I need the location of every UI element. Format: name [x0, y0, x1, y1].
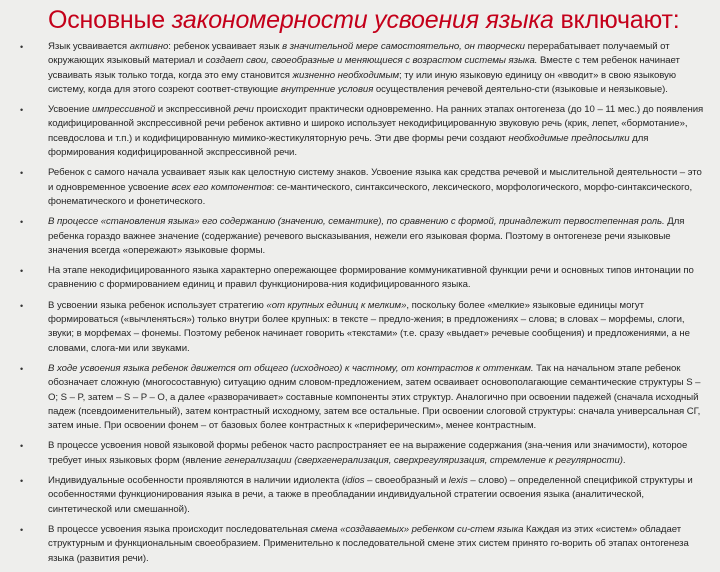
item-text: Ребенок с самого начала усваивает язык как целостную систему знаков. Усвоение языка как средства речевой и мыслительной деятельности – это и одновременное усвоение: [48, 167, 702, 193]
item-emphasis: в значительной мере самостоятельно, он творчески: [282, 41, 525, 52]
list-item: [20, 299, 704, 356]
item-text: : ребенок усваивает язык: [168, 41, 283, 52]
list-item: [20, 215, 704, 258]
item-text: В процессе усвоения новой языковой формы ребенок часто распространяет ее на выражение содержания (зна-чения или значимости), которое требует иных языковых форм (явление: [48, 440, 688, 466]
item-emphasis: необходимые предпосылки: [508, 132, 630, 144]
title-text: включают:: [553, 6, 680, 34]
list-item: [20, 523, 704, 566]
item-emphasis: idios: [345, 475, 365, 487]
list-item: [20, 439, 704, 468]
item-text: – своеобразный и: [364, 475, 449, 487]
title-text: Основные: [48, 6, 172, 34]
item-text: – слово) – определенной спецификой структуры и особенностями функционирования языка в речи, а также в преобладании индивидуальной стратегии освоения языка (аналитической, синтетической или смешанной).: [48, 475, 693, 515]
item-text: Индивидуальные особенности проявляются в наличии идиолекта (: [48, 475, 346, 487]
bullet-icon: •: [20, 441, 24, 452]
item-text: В усвоении языка ребенок использует стратегию: [48, 299, 267, 311]
list-item: [20, 166, 704, 209]
item-text: и экспрессивной: [155, 104, 234, 116]
list-item: [20, 264, 704, 293]
item-emphasis: внутренние условия: [280, 83, 374, 95]
item-emphasis: импрессивной: [92, 104, 156, 116]
item-emphasis: речи: [233, 104, 254, 116]
bullet-icon: •: [20, 300, 24, 311]
item-emphasis: lexis: [448, 475, 468, 487]
item-emphasis: создает свои, своеобразные и меняющиеся с возрастом системы языка.: [205, 55, 538, 67]
list-item: [20, 362, 704, 433]
bullet-icon: •: [20, 476, 24, 487]
item-emphasis: смена «создаваемых» ребенком си-стем языка: [310, 523, 524, 535]
bullet-icon: •: [20, 168, 24, 179]
bullet-icon: •: [20, 524, 24, 535]
item-text: для формирования кодифицированной экспрессивной речи.: [48, 132, 649, 159]
list-item: [20, 103, 704, 160]
item-text: перерабатывает получаемый от окружающих языковый материал и: [48, 41, 670, 67]
bullet-icon: •: [20, 217, 24, 228]
list-item: [20, 40, 704, 97]
item-emphasis: «от крупных единиц к мелким»: [266, 299, 407, 311]
item-text: осуществления речевой деятельно-сти (языковые и неязыковые).: [373, 83, 668, 95]
bullet-icon: •: [20, 105, 24, 116]
item-text: ; ту или иную языковую единицу он «вводит» в свою языковую систему, когда для этого созреют соответ-ствующие: [48, 69, 676, 95]
item-text: Усвоение: [48, 104, 93, 116]
item-emphasis: генерализации (сверхгенерализация, сверхрегуляризация, стремление к регулярности): [224, 454, 623, 466]
item-emphasis: жизненно необходимым: [292, 69, 399, 81]
item-text: , поскольку более «мелкие» языковые единицы могут формироваться («вычленяться») только внутри более крупных: в тексте – предло-жения; в предложениях – слова; в словах – морфемы, слоги, звуки; в морфемах – фонемы. Поэтому ребенок начинает говорить «текстами» (т.е. сразу «выдает» речевые сообщения) и предложениями, а не словами, слога-ми или звуками.: [48, 299, 690, 354]
item-emphasis: В ходе усвоения языка ребенок движется от общего (исходного) к частному, от контрастов к оттенкам.: [48, 362, 534, 374]
bullet-icon: •: [20, 42, 24, 52]
slide-title: [48, 6, 679, 35]
item-emphasis: всех его компонентов: [171, 181, 272, 193]
item-text: .: [622, 454, 626, 466]
bullet-icon: •: [20, 266, 24, 277]
item-text: : се-мантического, синтаксического, лексического, морфологического, морфо-синтаксического, фонематического и фонетического.: [48, 181, 693, 207]
bullet-list: [20, 40, 704, 572]
item-emphasis: В процессе «становления языка» его содержанию (значению, семантике), по сравнению с формой, принадлежит первостепенная роль.: [48, 216, 665, 228]
item-text: Для ребенка гораздо важнее значение (содержание) речевого высказывания, нежели его языковая форма. Поэтому в онтогенезе речи языковые значения всегда «опережают» языковые формы.: [48, 216, 685, 256]
item-text: Так на начальном этапе ребенок обозначает сложную (многосоставную) ситуацию одним словом-предложением, затем осваивает основополагающие семантические структуры S – O; S – P, затем – S – P – O, а далее «разворачивает» составные компоненты этих структур. Аналогично при освоении падежей (сначала исходный падеж (псевдоименительный), затем контрастный исходному, затем все остальные. При освоении слоговой структуры: сначала универсальная СГ, затем иные. При освоении фонем – от базовых более контрастных к «периферическим», менее контрастным.: [48, 362, 701, 432]
item-text: Язык усваивается: [48, 41, 130, 52]
item-text: На этапе некодифицированного языка характерно опережающее формирование коммуникативной функции речи и основных типов интонации по сравнению с формированием единиц и правил функционирова-ния кодифицированного языка.: [48, 265, 694, 291]
item-text: Каждая из этих «систем» обладает структурным и функциональным своеобразием. Применительно к последовательной смене этих систем принято го-ворить об этапах онтогенеза языка (развития речи).: [48, 523, 689, 564]
bullet-icon: •: [20, 363, 24, 374]
item-text: В процессе усвоения языка происходит последовательная: [48, 523, 311, 535]
list-item: [20, 474, 704, 517]
item-text: Вместе с тем ребенок начинает усваивать язык только тогда, когда это ему становится: [48, 55, 680, 81]
title-emphasis: закономерности усвоения языка: [171, 6, 554, 34]
item-emphasis: активно: [129, 41, 169, 52]
item-text: происходит практически одновременно. На ранних этапах онтогенеза (до 10 – 11 мес.) до появления кодифицированной экспрессивной речи ребенок активно и широко использует некодифицированную звуковую речь (крик, лепет, «бормотание», псевдослова и т.п.) и кодифицированную мимико-жестикуляторную речь. Эти две формы речи создают: [48, 104, 704, 144]
